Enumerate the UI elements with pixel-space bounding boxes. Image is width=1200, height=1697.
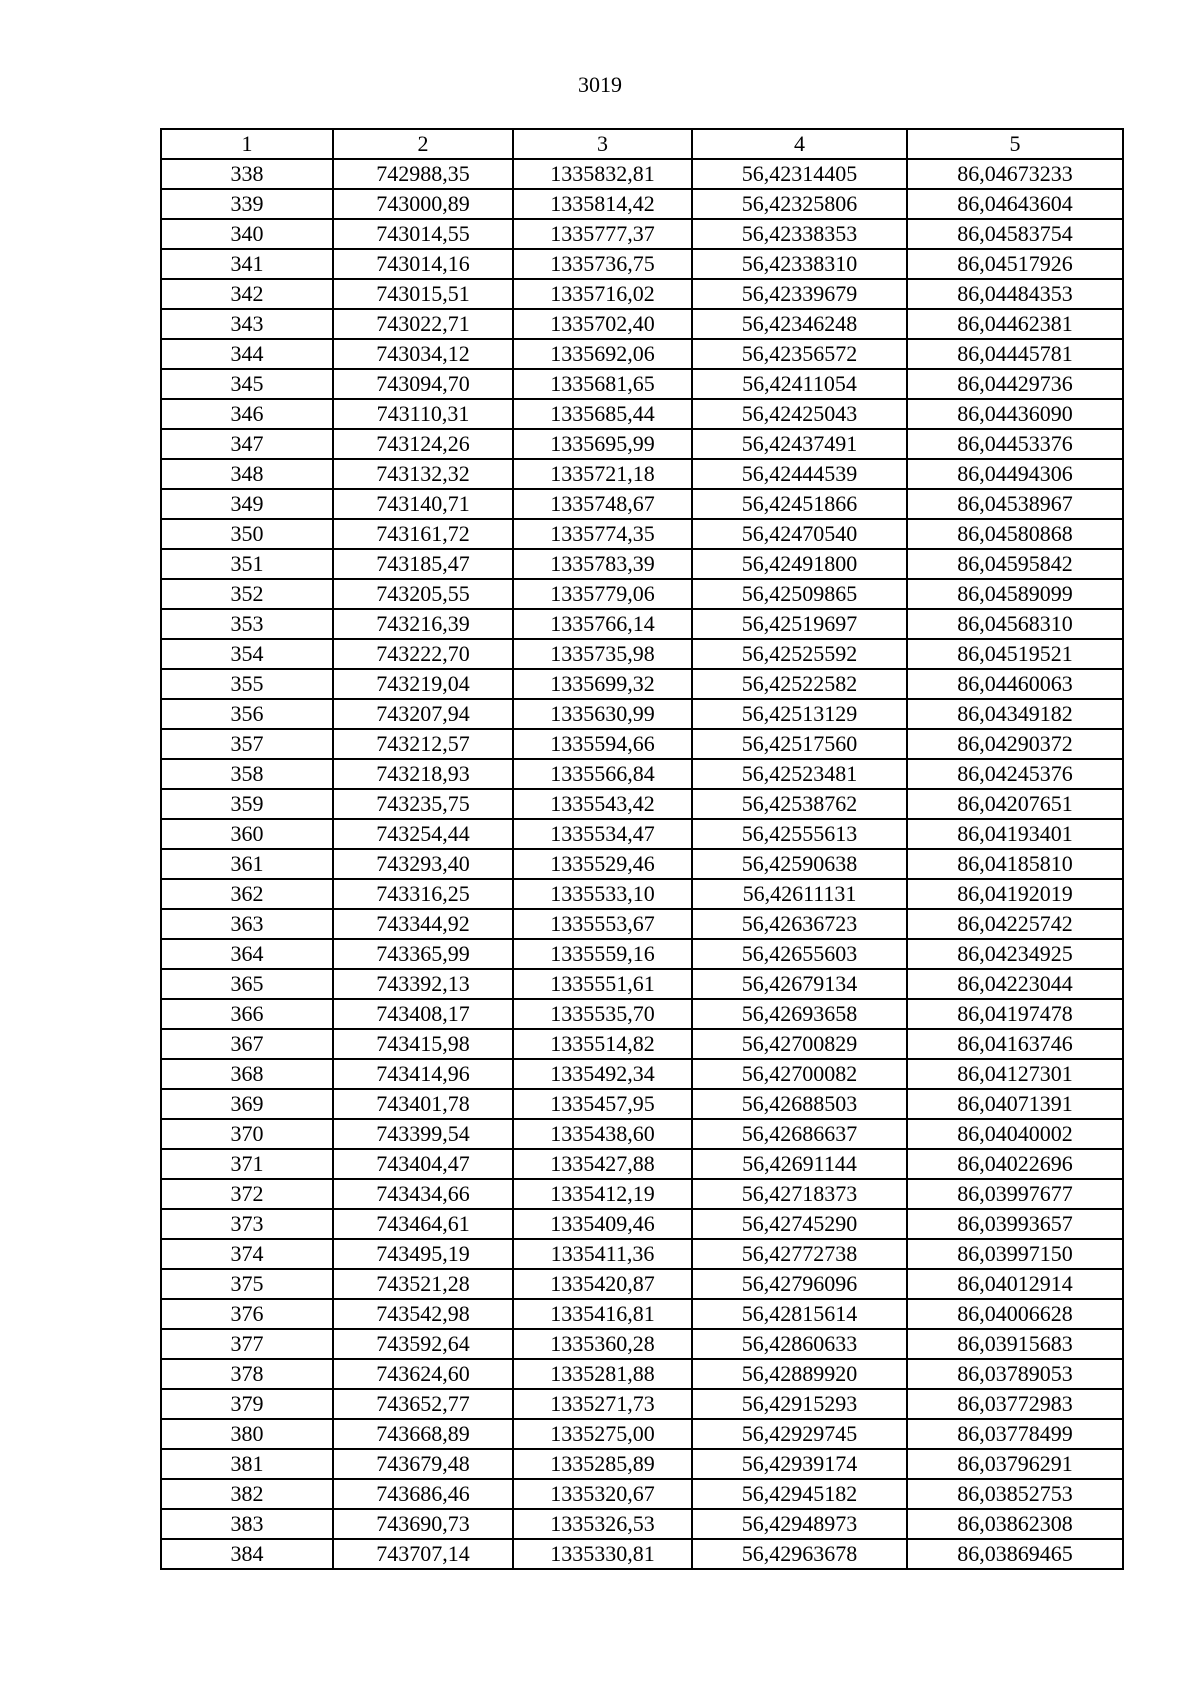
table-cell-col-2: 743014,55: [333, 219, 513, 249]
table-cell-col-1: 379: [161, 1389, 333, 1419]
table-cell-col-2: 743022,71: [333, 309, 513, 339]
table-cell-col-3: 1335736,75: [513, 249, 692, 279]
table-cell-col-2: 743464,61: [333, 1209, 513, 1239]
table-row: [161, 309, 1123, 339]
table-cell-col-1: 363: [161, 909, 333, 939]
table-cell-col-4: 56,42314405: [692, 159, 907, 189]
table-cell-col-1: 344: [161, 339, 333, 369]
table-cell-col-1: 362: [161, 879, 333, 909]
table-cell-col-4: 56,42538762: [692, 789, 907, 819]
table-cell-col-4: 56,42700829: [692, 1029, 907, 1059]
table-cell-col-5: 86,03789053: [907, 1359, 1123, 1389]
table-row: [161, 789, 1123, 819]
table-cell-col-3: 1335457,95: [513, 1089, 692, 1119]
table-cell-col-5: 86,04519521: [907, 639, 1123, 669]
table-cell-col-3: 1335427,88: [513, 1149, 692, 1179]
table-cell-col-4: 56,42929745: [692, 1419, 907, 1449]
table-cell-col-3: 1335412,19: [513, 1179, 692, 1209]
column-header-2: 2: [333, 129, 513, 159]
table-cell-col-5: 86,03915683: [907, 1329, 1123, 1359]
table-row: [161, 1029, 1123, 1059]
table-cell-col-5: 86,03778499: [907, 1419, 1123, 1449]
table-header: [161, 129, 1123, 159]
table-cell-col-5: 86,04245376: [907, 759, 1123, 789]
table-cell-col-2: 743015,51: [333, 279, 513, 309]
table-cell-col-3: 1335716,02: [513, 279, 692, 309]
table-cell-col-1: 358: [161, 759, 333, 789]
table-row: [161, 519, 1123, 549]
table-cell-col-1: 366: [161, 999, 333, 1029]
table-cell-col-1: 353: [161, 609, 333, 639]
table-cell-col-4: 56,42437491: [692, 429, 907, 459]
table-cell-col-5: 86,03993657: [907, 1209, 1123, 1239]
table-cell-col-5: 86,04445781: [907, 339, 1123, 369]
table-cell-col-2: 743592,64: [333, 1329, 513, 1359]
table-cell-col-3: 1335692,06: [513, 339, 692, 369]
table-cell-col-4: 56,42718373: [692, 1179, 907, 1209]
table-row: [161, 189, 1123, 219]
table-cell-col-4: 56,42655603: [692, 939, 907, 969]
table-row: [161, 1329, 1123, 1359]
table-cell-col-2: 743408,17: [333, 999, 513, 1029]
table-cell-col-2: 743132,32: [333, 459, 513, 489]
table-cell-col-2: 743690,73: [333, 1509, 513, 1539]
table-cell-col-5: 86,04022696: [907, 1149, 1123, 1179]
table-cell-col-3: 1335320,67: [513, 1479, 692, 1509]
table-cell-col-5: 86,04040002: [907, 1119, 1123, 1149]
table-row: [161, 399, 1123, 429]
table-cell-col-5: 86,03852753: [907, 1479, 1123, 1509]
table-cell-col-4: 56,42338353: [692, 219, 907, 249]
table-cell-col-4: 56,42491800: [692, 549, 907, 579]
table-cell-col-5: 86,03772983: [907, 1389, 1123, 1419]
table-cell-col-4: 56,42860633: [692, 1329, 907, 1359]
table-row: [161, 849, 1123, 879]
table-cell-col-4: 56,42509865: [692, 579, 907, 609]
table-cell-col-3: 1335814,42: [513, 189, 692, 219]
table-cell-col-4: 56,42691144: [692, 1149, 907, 1179]
table-row: [161, 159, 1123, 189]
table-cell-col-2: 743365,99: [333, 939, 513, 969]
table-row: [161, 699, 1123, 729]
table-row: [161, 1419, 1123, 1449]
table-row: [161, 1089, 1123, 1119]
table-cell-col-3: 1335721,18: [513, 459, 692, 489]
table-cell-col-3: 1335551,61: [513, 969, 692, 999]
table-cell-col-3: 1335275,00: [513, 1419, 692, 1449]
table-cell-col-5: 86,04071391: [907, 1089, 1123, 1119]
table-cell-col-2: 743624,60: [333, 1359, 513, 1389]
table-row: [161, 1209, 1123, 1239]
table-cell-col-2: 743542,98: [333, 1299, 513, 1329]
table-cell-col-3: 1335774,35: [513, 519, 692, 549]
table-cell-col-4: 56,42519697: [692, 609, 907, 639]
table-cell-col-2: 743094,70: [333, 369, 513, 399]
table-cell-col-1: 384: [161, 1539, 333, 1569]
table-row: [161, 1059, 1123, 1089]
table-cell-col-1: 348: [161, 459, 333, 489]
table-cell-col-3: 1335326,53: [513, 1509, 692, 1539]
table-cell-col-2: 743434,66: [333, 1179, 513, 1209]
table-cell-col-5: 86,04517926: [907, 249, 1123, 279]
table-cell-col-5: 86,03997677: [907, 1179, 1123, 1209]
table-cell-col-1: 347: [161, 429, 333, 459]
table-cell-col-4: 56,42338310: [692, 249, 907, 279]
table-cell-col-1: 380: [161, 1419, 333, 1449]
table-cell-col-3: 1335685,44: [513, 399, 692, 429]
table-cell-col-4: 56,42425043: [692, 399, 907, 429]
table-cell-col-5: 86,04012914: [907, 1269, 1123, 1299]
table-cell-col-5: 86,04429736: [907, 369, 1123, 399]
table-row: [161, 819, 1123, 849]
table-row: [161, 1239, 1123, 1269]
table-cell-col-1: 341: [161, 249, 333, 279]
table-cell-col-1: 345: [161, 369, 333, 399]
table-cell-col-5: 86,04290372: [907, 729, 1123, 759]
table-cell-col-4: 56,42470540: [692, 519, 907, 549]
table-cell-col-2: 743185,47: [333, 549, 513, 579]
table-cell-col-5: 86,04673233: [907, 159, 1123, 189]
header-row: [161, 129, 1123, 159]
table-cell-col-3: 1335514,82: [513, 1029, 692, 1059]
table-cell-col-1: 357: [161, 729, 333, 759]
table-cell-col-4: 56,42939174: [692, 1449, 907, 1479]
table-cell-col-4: 56,42963678: [692, 1539, 907, 1569]
table-cell-col-3: 1335535,70: [513, 999, 692, 1029]
column-header-4: 4: [692, 129, 907, 159]
table-cell-col-4: 56,42523481: [692, 759, 907, 789]
table-cell-col-1: 374: [161, 1239, 333, 1269]
table-cell-col-3: 1335699,32: [513, 669, 692, 699]
table-cell-col-5: 86,04583754: [907, 219, 1123, 249]
table-row: [161, 339, 1123, 369]
table-cell-col-2: 743399,54: [333, 1119, 513, 1149]
table-cell-col-3: 1335594,66: [513, 729, 692, 759]
table-cell-col-3: 1335553,67: [513, 909, 692, 939]
table-cell-col-1: 361: [161, 849, 333, 879]
table-cell-col-5: 86,04595842: [907, 549, 1123, 579]
table-row: [161, 969, 1123, 999]
table-cell-col-5: 86,03862308: [907, 1509, 1123, 1539]
table-cell-col-1: 350: [161, 519, 333, 549]
table-cell-col-3: 1335559,16: [513, 939, 692, 969]
table-cell-col-1: 372: [161, 1179, 333, 1209]
table-cell-col-2: 743668,89: [333, 1419, 513, 1449]
table-row: [161, 249, 1123, 279]
table-row: [161, 1479, 1123, 1509]
table-cell-col-4: 56,42945182: [692, 1479, 907, 1509]
table-row: [161, 1449, 1123, 1479]
table-row: [161, 219, 1123, 249]
table-cell-col-4: 56,42889920: [692, 1359, 907, 1389]
table-cell-col-5: 86,04453376: [907, 429, 1123, 459]
table-cell-col-4: 56,42915293: [692, 1389, 907, 1419]
table-cell-col-2: 743124,26: [333, 429, 513, 459]
table-row: [161, 639, 1123, 669]
table-cell-col-4: 56,42411054: [692, 369, 907, 399]
column-header-1: 1: [161, 129, 333, 159]
table-cell-col-5: 86,04163746: [907, 1029, 1123, 1059]
table-cell-col-1: 376: [161, 1299, 333, 1329]
table-cell-col-2: 743254,44: [333, 819, 513, 849]
table-cell-col-3: 1335777,37: [513, 219, 692, 249]
table-cell-col-4: 56,42444539: [692, 459, 907, 489]
table-cell-col-1: 364: [161, 939, 333, 969]
table-cell-col-4: 56,42686637: [692, 1119, 907, 1149]
table-cell-col-2: 743495,19: [333, 1239, 513, 1269]
table-row: [161, 489, 1123, 519]
table-cell-col-3: 1335285,89: [513, 1449, 692, 1479]
table-cell-col-4: 56,42693658: [692, 999, 907, 1029]
table-cell-col-2: 743415,98: [333, 1029, 513, 1059]
table-cell-col-5: 86,04006628: [907, 1299, 1123, 1329]
table-row: [161, 1299, 1123, 1329]
table-cell-col-3: 1335271,73: [513, 1389, 692, 1419]
table-cell-col-1: 352: [161, 579, 333, 609]
table-cell-col-2: 743392,13: [333, 969, 513, 999]
column-header-3: 3: [513, 129, 692, 159]
table-cell-col-2: 743401,78: [333, 1089, 513, 1119]
table-cell-col-1: 340: [161, 219, 333, 249]
table-cell-col-4: 56,42555613: [692, 819, 907, 849]
table-cell-col-2: 743679,48: [333, 1449, 513, 1479]
table-row: [161, 429, 1123, 459]
table-cell-col-5: 86,04462381: [907, 309, 1123, 339]
table-cell-col-1: 359: [161, 789, 333, 819]
table-cell-col-1: 360: [161, 819, 333, 849]
table-cell-col-1: 367: [161, 1029, 333, 1059]
table-row: [161, 999, 1123, 1029]
table-cell-col-5: 86,04192019: [907, 879, 1123, 909]
table-cell-col-4: 56,42451866: [692, 489, 907, 519]
table-cell-col-1: 365: [161, 969, 333, 999]
table-cell-col-5: 86,04538967: [907, 489, 1123, 519]
table-cell-col-3: 1335543,42: [513, 789, 692, 819]
table-cell-col-3: 1335281,88: [513, 1359, 692, 1389]
table-cell-col-4: 56,42700082: [692, 1059, 907, 1089]
table-cell-col-1: 342: [161, 279, 333, 309]
table-row: [161, 1269, 1123, 1299]
table-cell-col-2: 743216,39: [333, 609, 513, 639]
table-cell-col-2: 743212,57: [333, 729, 513, 759]
table-cell-col-1: 339: [161, 189, 333, 219]
table-row: [161, 909, 1123, 939]
table-row: [161, 1119, 1123, 1149]
table-cell-col-4: 56,42815614: [692, 1299, 907, 1329]
table-cell-col-2: 743344,92: [333, 909, 513, 939]
table-cell-col-4: 56,42513129: [692, 699, 907, 729]
table-cell-col-2: 743521,28: [333, 1269, 513, 1299]
table-cell-col-5: 86,04580868: [907, 519, 1123, 549]
table-cell-col-4: 56,42356572: [692, 339, 907, 369]
table-cell-col-5: 86,04225742: [907, 909, 1123, 939]
table-row: [161, 459, 1123, 489]
table-cell-col-5: 86,04484353: [907, 279, 1123, 309]
table-cell-col-1: 371: [161, 1149, 333, 1179]
table-cell-col-1: 351: [161, 549, 333, 579]
table-cell-col-3: 1335735,98: [513, 639, 692, 669]
table-cell-col-5: 86,04589099: [907, 579, 1123, 609]
table-row: [161, 549, 1123, 579]
table-cell-col-1: 338: [161, 159, 333, 189]
table-row: [161, 1539, 1123, 1569]
table-row: [161, 369, 1123, 399]
table-cell-col-1: 346: [161, 399, 333, 429]
table-cell-col-2: 743000,89: [333, 189, 513, 219]
table-row: [161, 1359, 1123, 1389]
table-cell-col-4: 56,42339679: [692, 279, 907, 309]
table-cell-col-4: 56,42525592: [692, 639, 907, 669]
table-cell-col-5: 86,04643604: [907, 189, 1123, 219]
table-cell-col-2: 743316,25: [333, 879, 513, 909]
table-cell-col-4: 56,42688503: [692, 1089, 907, 1119]
table-cell-col-2: 743293,40: [333, 849, 513, 879]
table-cell-col-2: 743110,31: [333, 399, 513, 429]
table-cell-col-2: 743034,12: [333, 339, 513, 369]
table-cell-col-2: 743222,70: [333, 639, 513, 669]
table-cell-col-3: 1335420,87: [513, 1269, 692, 1299]
table-cell-col-2: 743161,72: [333, 519, 513, 549]
table-cell-col-3: 1335630,99: [513, 699, 692, 729]
table-row: [161, 1389, 1123, 1419]
table-row: [161, 939, 1123, 969]
table-cell-col-5: 86,04223044: [907, 969, 1123, 999]
table-row: [161, 279, 1123, 309]
table-cell-col-1: 368: [161, 1059, 333, 1089]
table-cell-col-3: 1335783,39: [513, 549, 692, 579]
table-cell-col-4: 56,42745290: [692, 1209, 907, 1239]
table-cell-col-2: 743207,94: [333, 699, 513, 729]
table-cell-col-4: 56,42517560: [692, 729, 907, 759]
table-cell-col-5: 86,04193401: [907, 819, 1123, 849]
table-cell-col-1: 354: [161, 639, 333, 669]
table-row: [161, 729, 1123, 759]
table-cell-col-2: 743404,47: [333, 1149, 513, 1179]
table-cell-col-1: 343: [161, 309, 333, 339]
table-cell-col-5: 86,04185810: [907, 849, 1123, 879]
table-cell-col-2: 743707,14: [333, 1539, 513, 1569]
table-cell-col-3: 1335748,67: [513, 489, 692, 519]
table-cell-col-2: 743686,46: [333, 1479, 513, 1509]
table-row: [161, 879, 1123, 909]
table-cell-col-3: 1335529,46: [513, 849, 692, 879]
table-cell-col-3: 1335416,81: [513, 1299, 692, 1329]
table-cell-col-4: 56,42611131: [692, 879, 907, 909]
table-cell-col-1: 381: [161, 1449, 333, 1479]
table-cell-col-4: 56,42590638: [692, 849, 907, 879]
table-cell-col-5: 86,04207651: [907, 789, 1123, 819]
table-cell-col-3: 1335411,36: [513, 1239, 692, 1269]
table-cell-col-2: 743414,96: [333, 1059, 513, 1089]
table-cell-col-4: 56,42796096: [692, 1269, 907, 1299]
table-cell-col-2: 743652,77: [333, 1389, 513, 1419]
table-cell-col-5: 86,04234925: [907, 939, 1123, 969]
table-cell-col-4: 56,42948973: [692, 1509, 907, 1539]
table-cell-col-5: 86,03997150: [907, 1239, 1123, 1269]
table-body: [161, 159, 1123, 1569]
table-row: [161, 1509, 1123, 1539]
table-cell-col-3: 1335779,06: [513, 579, 692, 609]
table-cell-col-1: 375: [161, 1269, 333, 1299]
table-cell-col-1: 356: [161, 699, 333, 729]
table-cell-col-3: 1335766,14: [513, 609, 692, 639]
table-cell-col-1: 373: [161, 1209, 333, 1239]
table-cell-col-3: 1335832,81: [513, 159, 692, 189]
table-cell-col-5: 86,04349182: [907, 699, 1123, 729]
table-row: [161, 669, 1123, 699]
table-cell-col-4: 56,42636723: [692, 909, 907, 939]
table-cell-col-3: 1335360,28: [513, 1329, 692, 1359]
table-cell-col-4: 56,42772738: [692, 1239, 907, 1269]
table-cell-col-3: 1335681,65: [513, 369, 692, 399]
table-cell-col-5: 86,04127301: [907, 1059, 1123, 1089]
table-cell-col-3: 1335534,47: [513, 819, 692, 849]
table-cell-col-2: 743140,71: [333, 489, 513, 519]
table-cell-col-4: 56,42522582: [692, 669, 907, 699]
table-cell-col-5: 86,04197478: [907, 999, 1123, 1029]
table-cell-col-5: 86,04436090: [907, 399, 1123, 429]
table-cell-col-3: 1335533,10: [513, 879, 692, 909]
table-cell-col-3: 1335695,99: [513, 429, 692, 459]
table-cell-col-5: 86,03796291: [907, 1449, 1123, 1479]
table-cell-col-1: 369: [161, 1089, 333, 1119]
table-row: [161, 579, 1123, 609]
table-cell-col-1: 378: [161, 1359, 333, 1389]
table-cell-col-3: 1335702,40: [513, 309, 692, 339]
table-cell-col-5: 86,04568310: [907, 609, 1123, 639]
table-cell-col-2: 743235,75: [333, 789, 513, 819]
table-cell-col-4: 56,42346248: [692, 309, 907, 339]
table-cell-col-5: 86,03869465: [907, 1539, 1123, 1569]
table-row: [161, 759, 1123, 789]
table-cell-col-5: 86,04494306: [907, 459, 1123, 489]
table-cell-col-2: 743014,16: [333, 249, 513, 279]
table-cell-col-1: 377: [161, 1329, 333, 1359]
page-number: 3019: [578, 72, 622, 97]
table-cell-col-1: 383: [161, 1509, 333, 1539]
table-cell-col-2: 743218,93: [333, 759, 513, 789]
table-cell-col-4: 56,42679134: [692, 969, 907, 999]
table-row: [161, 1149, 1123, 1179]
table-cell-col-3: 1335438,60: [513, 1119, 692, 1149]
table-cell-col-4: 56,42325806: [692, 189, 907, 219]
table-cell-col-1: 382: [161, 1479, 333, 1509]
coordinates-table: [160, 128, 1124, 1570]
table-cell-col-3: 1335330,81: [513, 1539, 692, 1569]
table-cell-col-3: 1335566,84: [513, 759, 692, 789]
column-header-5: 5: [907, 129, 1123, 159]
table-row: [161, 609, 1123, 639]
table-cell-col-2: 743205,55: [333, 579, 513, 609]
table-row: [161, 1179, 1123, 1209]
table-cell-col-3: 1335492,34: [513, 1059, 692, 1089]
table-cell-col-1: 370: [161, 1119, 333, 1149]
table-cell-col-3: 1335409,46: [513, 1209, 692, 1239]
table-cell-col-1: 355: [161, 669, 333, 699]
table-cell-col-5: 86,04460063: [907, 669, 1123, 699]
table-cell-col-2: 743219,04: [333, 669, 513, 699]
table-cell-col-1: 349: [161, 489, 333, 519]
table-cell-col-2: 742988,35: [333, 159, 513, 189]
